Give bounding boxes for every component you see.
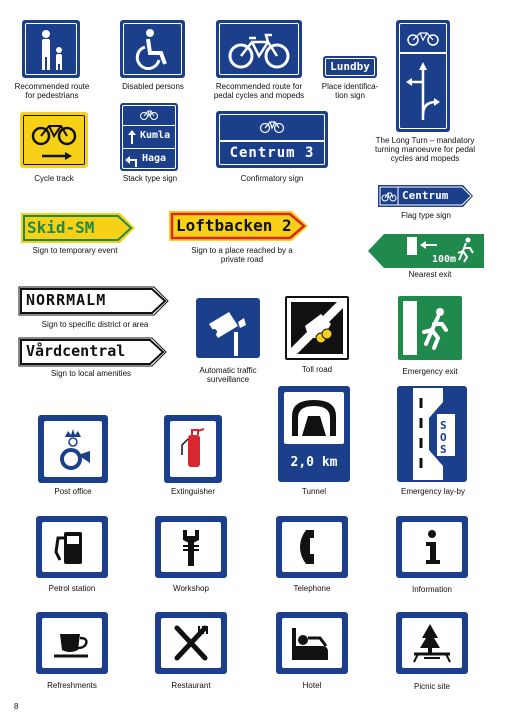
sos-text: SOS (440, 419, 447, 456)
stack-destination-haga: Haga (142, 153, 167, 164)
caption-picnic: Picnic site (413, 682, 450, 691)
confirmatory-sign (216, 111, 328, 168)
arrow-left-turn-icon (124, 152, 140, 168)
emergency-exit-sign (398, 296, 462, 360)
caption-district: Sign to specific district or area (41, 320, 149, 329)
caption-disabled: Disabled persons (122, 82, 184, 91)
bed-icon (276, 612, 348, 674)
wrench-icon (155, 516, 227, 578)
long-turn-sign (396, 20, 450, 132)
toll-payment-icon (287, 298, 347, 358)
cycle-track-sign (20, 112, 88, 168)
picnic-table-icon (396, 612, 468, 674)
information-sign (396, 516, 468, 578)
caption-emergency-exit: Emergency exit (402, 367, 458, 376)
hotel-sign (276, 612, 348, 674)
caption-restaurant: Restaurant (171, 681, 211, 690)
telephone-sign (276, 516, 348, 578)
caption-flag: Flag type sign (401, 211, 451, 220)
pedestrian-route-sign (22, 20, 80, 78)
emergency-layby-sign (397, 386, 467, 482)
place-name: Lundby (330, 60, 370, 73)
caption-pedestrians: Recommended route for pedestrians (14, 82, 90, 100)
caption-nearest-exit: Nearest exit (408, 270, 452, 279)
post-office-sign (38, 415, 108, 483)
small-bicycle-icon (216, 111, 328, 139)
caption-pedal: Recommended route for pedal cycles and mopeds (213, 82, 305, 100)
exit-distance: 100m (432, 254, 457, 265)
caption-private-road: Sign to a place reached by a private road (191, 246, 293, 264)
arrow-up-icon (125, 129, 139, 145)
wheelchair-icon (120, 20, 185, 78)
district-name: NORRMALM (26, 291, 107, 309)
flag-destination: Centrum (402, 189, 449, 202)
camera-icon (196, 298, 260, 358)
event-name: Skid-SM (27, 218, 95, 237)
workshop-sign (155, 516, 227, 578)
stack-destination-kumla: Kumla (140, 130, 171, 141)
picnic-site-sign (396, 612, 468, 674)
disabled-persons-sign (120, 20, 185, 78)
petrol-station-sign (36, 516, 108, 578)
tunnel-sign (278, 386, 350, 482)
caption-stack: Stack type sign (122, 174, 178, 183)
bicycle-icon (216, 20, 302, 78)
page-number: 8 (14, 702, 19, 711)
stack-type-sign (120, 103, 178, 171)
place-identification-sign (323, 56, 377, 78)
caption-hotel: Hotel (302, 681, 322, 690)
telephone-icon (276, 516, 348, 578)
bicycle-arrow-icon (20, 112, 88, 168)
info-icon (396, 516, 468, 578)
running-person-icon (398, 296, 462, 360)
caption-amenities: Sign to local amenities (50, 369, 132, 378)
pedal-route-sign (216, 20, 302, 78)
caption-telephone: Telephone (293, 584, 331, 593)
caption-workshop: Workshop (173, 584, 209, 593)
confirmatory-destination: Centrum 3 (229, 145, 315, 161)
nearest-exit-sign (367, 233, 485, 269)
caption-extinguisher: Extinguisher (170, 487, 216, 496)
caption-temporary-event: Sign to temporary event (32, 246, 118, 255)
caption-confirmatory: Confirmatory sign (240, 174, 304, 183)
long-turn-arrows-icon (396, 20, 450, 132)
coffee-cup-icon (36, 612, 108, 674)
toll-road-sign (285, 296, 349, 360)
caption-layby: Emergency lay-by (400, 487, 466, 496)
amenity-name: Vårdcentral (26, 342, 126, 360)
extinguisher-sign (164, 415, 222, 483)
caption-long-turn: The Long Turn – mandatory turning manoeuvre for pedal cycles and mopeds (374, 136, 476, 163)
fire-extinguisher-icon (164, 415, 222, 483)
caption-refreshments: Refreshments (47, 681, 97, 690)
tunnel-icon (278, 386, 350, 446)
caption-tunnel: Tunnel (301, 487, 327, 496)
caption-petrol: Petrol station (48, 584, 96, 593)
caption-place-id: Place identifica-tion sign (321, 82, 379, 100)
post-horn-icon (38, 415, 108, 483)
fuel-pump-icon (36, 516, 108, 578)
small-bicycle-icon (120, 103, 178, 125)
caption-cycle-track: Cycle track (34, 174, 74, 183)
caption-information: Information (411, 585, 453, 594)
layby-road-icon (399, 388, 465, 480)
pedestrians-icon (22, 20, 80, 78)
restaurant-sign (155, 612, 227, 674)
knife-fork-icon (155, 612, 227, 674)
traffic-surveillance-sign (196, 298, 260, 358)
caption-toll: Toll road (301, 365, 333, 374)
caption-post: Post office (54, 487, 92, 496)
refreshments-sign (36, 612, 108, 674)
caption-surveillance: Automatic traffic surveillance (199, 366, 257, 384)
tunnel-length: 2,0 km (290, 455, 338, 470)
private-road-destination: Loftbacken 2 (176, 216, 292, 235)
